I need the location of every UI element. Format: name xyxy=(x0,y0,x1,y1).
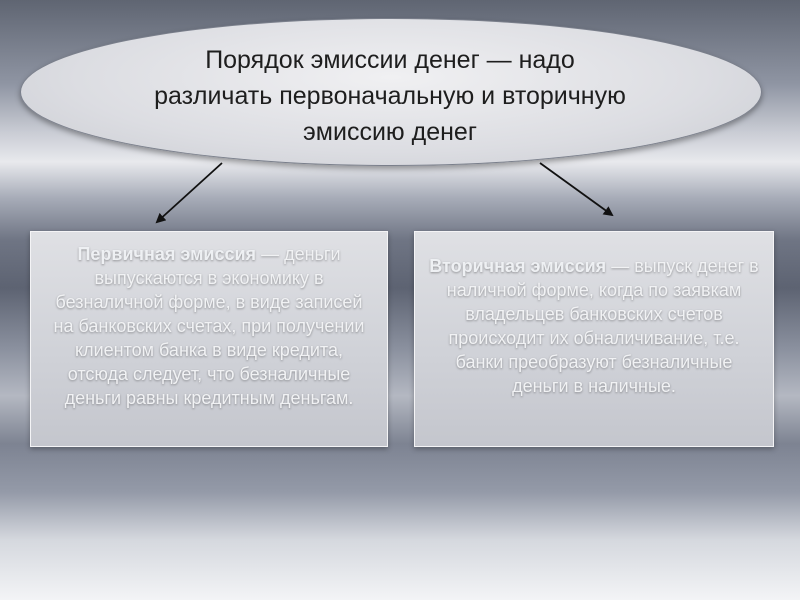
primary-emission-term: Первичная эмиссия xyxy=(77,244,257,264)
primary-emission-box xyxy=(30,231,388,447)
diagram-title: Порядок эмиссии денег — надо различать первоначальную и вторичную эмиссию денег xyxy=(154,46,626,146)
secondary-emission-term: Вторичная эмиссия xyxy=(429,256,607,276)
arrow-to-secondary xyxy=(540,163,612,215)
primary-emission-text xyxy=(31,232,387,410)
arrow-to-primary xyxy=(157,163,222,222)
primary-emission-description: — деньги выпускаются в экономику в безналичной форме, в виде записей на банковских счетах, при получении клиентом банка в виде кредита, отсюда следует, что безналичные деньги равны кредитным деньгам. xyxy=(53,244,365,408)
secondary-emission-description: — выпуск денег в наличной форме, когда по заявкам владельцев банковских счетов происходит их обналичивание, т.е. банки преобразуют безналичные деньги в наличные. xyxy=(446,256,759,396)
secondary-emission-text xyxy=(415,232,773,398)
secondary-emission-box xyxy=(414,231,774,447)
